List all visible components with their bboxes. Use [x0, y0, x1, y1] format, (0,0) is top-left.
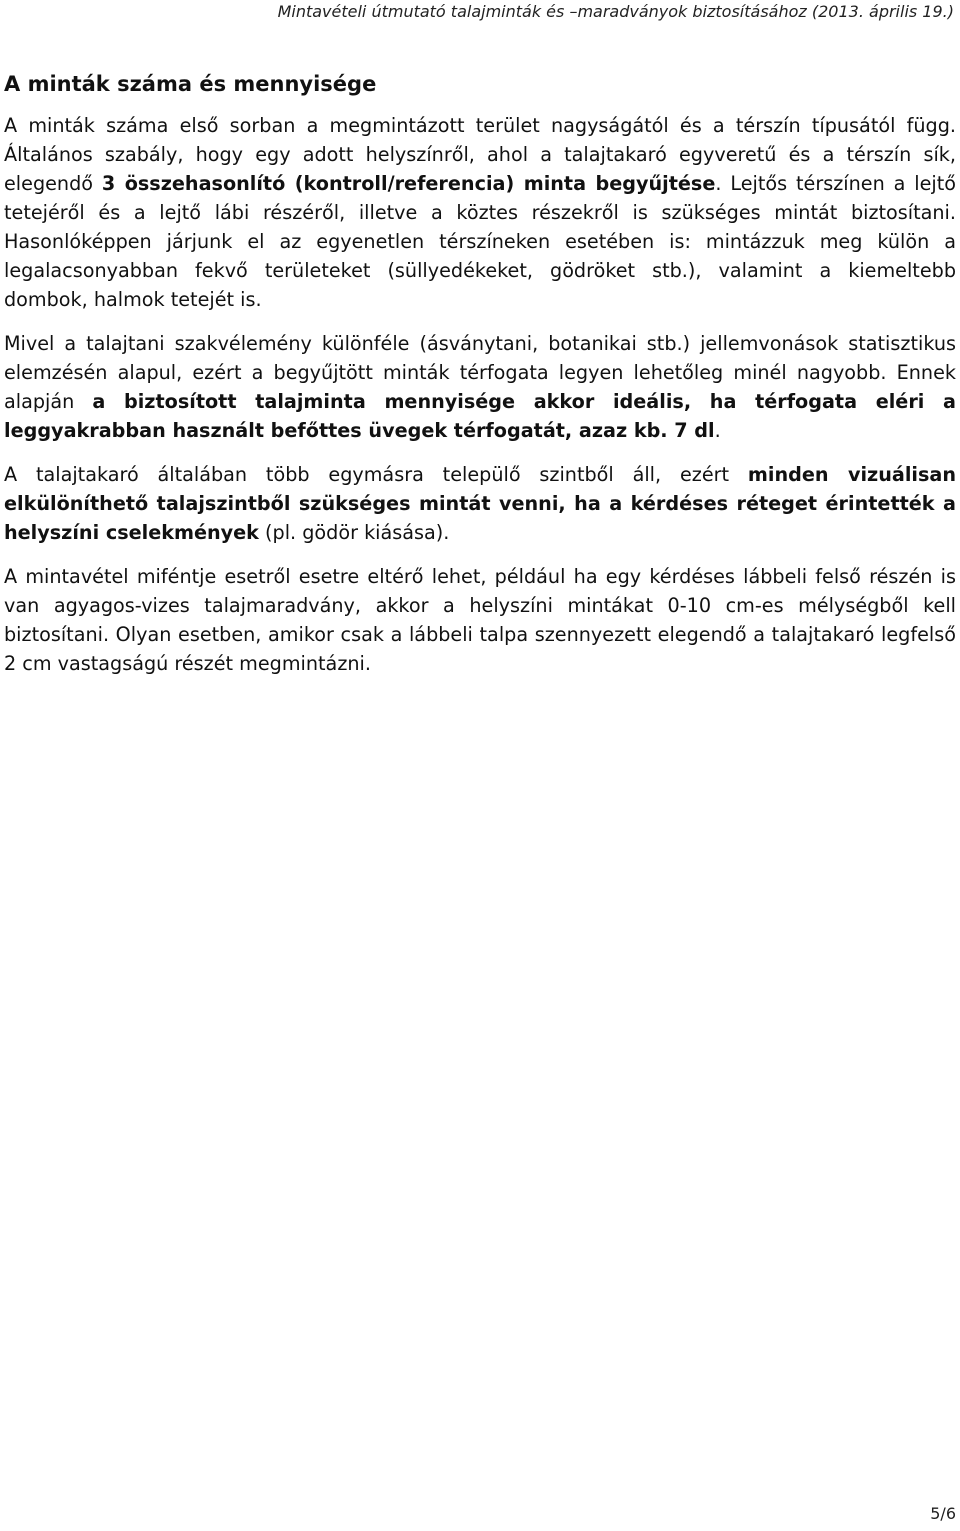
paragraph-text: A minták száma első sorban a megmintázott terület nagyságától és a térszín típusától függ. Általános szabály, hogy egy adott helyszínről, ahol a talajtakaró egyveretű és a térszín sík, elegendő: [4, 114, 956, 195]
section-heading: A minták száma és mennyisége: [4, 72, 377, 96]
running-header: Mintavételi útmutató talajminták és –maradványok biztosításához (2013. április 19.): [277, 2, 954, 21]
paragraph-text: (pl. gödör kiásása).: [258, 521, 450, 544]
paragraph-sampling-method: [4, 562, 956, 678]
paragraph-text: A talajtakaró általában több egymásra települő szintből áll, ezért: [4, 463, 748, 486]
paragraph-text: Mivel a talajtani szakvélemény különféle (ásványtani, botanikai stb.) jellemvonások statisztikus elemzésén alapul, ezért a begyűjtött minták térfogata legyen lehetőleg minél nagyobb. Ennek alapján: [4, 332, 956, 413]
paragraph-sample-volume: [4, 329, 956, 445]
paragraph-emphasis: minden vizuálisan elkülöníthető talajszintből szükséges mintát venni, ha a kérdéses réteget érintették a helyszíni cselekmények: [4, 463, 956, 544]
paragraph-text: .: [714, 419, 721, 442]
page-number: 5/6: [930, 1504, 956, 1523]
paragraph-soil-layers: [4, 460, 956, 547]
document-body: [4, 70, 956, 693]
paragraph-emphasis: a biztosított talajminta mennyisége akkor ideális, ha térfogata eléri a leggyakrabban használt befőttes üvegek térfogatát, azaz kb. 7 dl: [4, 390, 956, 442]
paragraph-emphasis: 3 összehasonlító (kontroll/referencia) minta begyűjtése: [101, 172, 716, 195]
paragraph-text: . Lejtős térszínen a lejtő tetejéről és a lejtő lábi részéről, illetve a köztes részekről is szükséges mintát biztosítani. Hasonlóképpen járjunk el az egyenetlen térszíneken esetében is: mintázzuk meg külön a legalacsonyabban fekvő területeket (süllyedékeket, gödröket stb.), valamint a kiemeltebb dombok, halmok tetejét is.: [4, 172, 956, 311]
paragraph-sample-count: [4, 111, 956, 314]
paragraph-text: A mintavétel miféntje esetről esetre eltérő lehet, például ha egy kérdéses lábbeli felső részén is van agyagos-vizes talajmaradvány, akkor a helyszíni mintákat 0-10 cm-es mélységből kell biztosítani. Olyan esetben, amikor csak a lábbeli talpa szennyezett elegendő a talajtakaró legfelső 2 cm vastagságú részét megmintázni.: [4, 565, 956, 675]
